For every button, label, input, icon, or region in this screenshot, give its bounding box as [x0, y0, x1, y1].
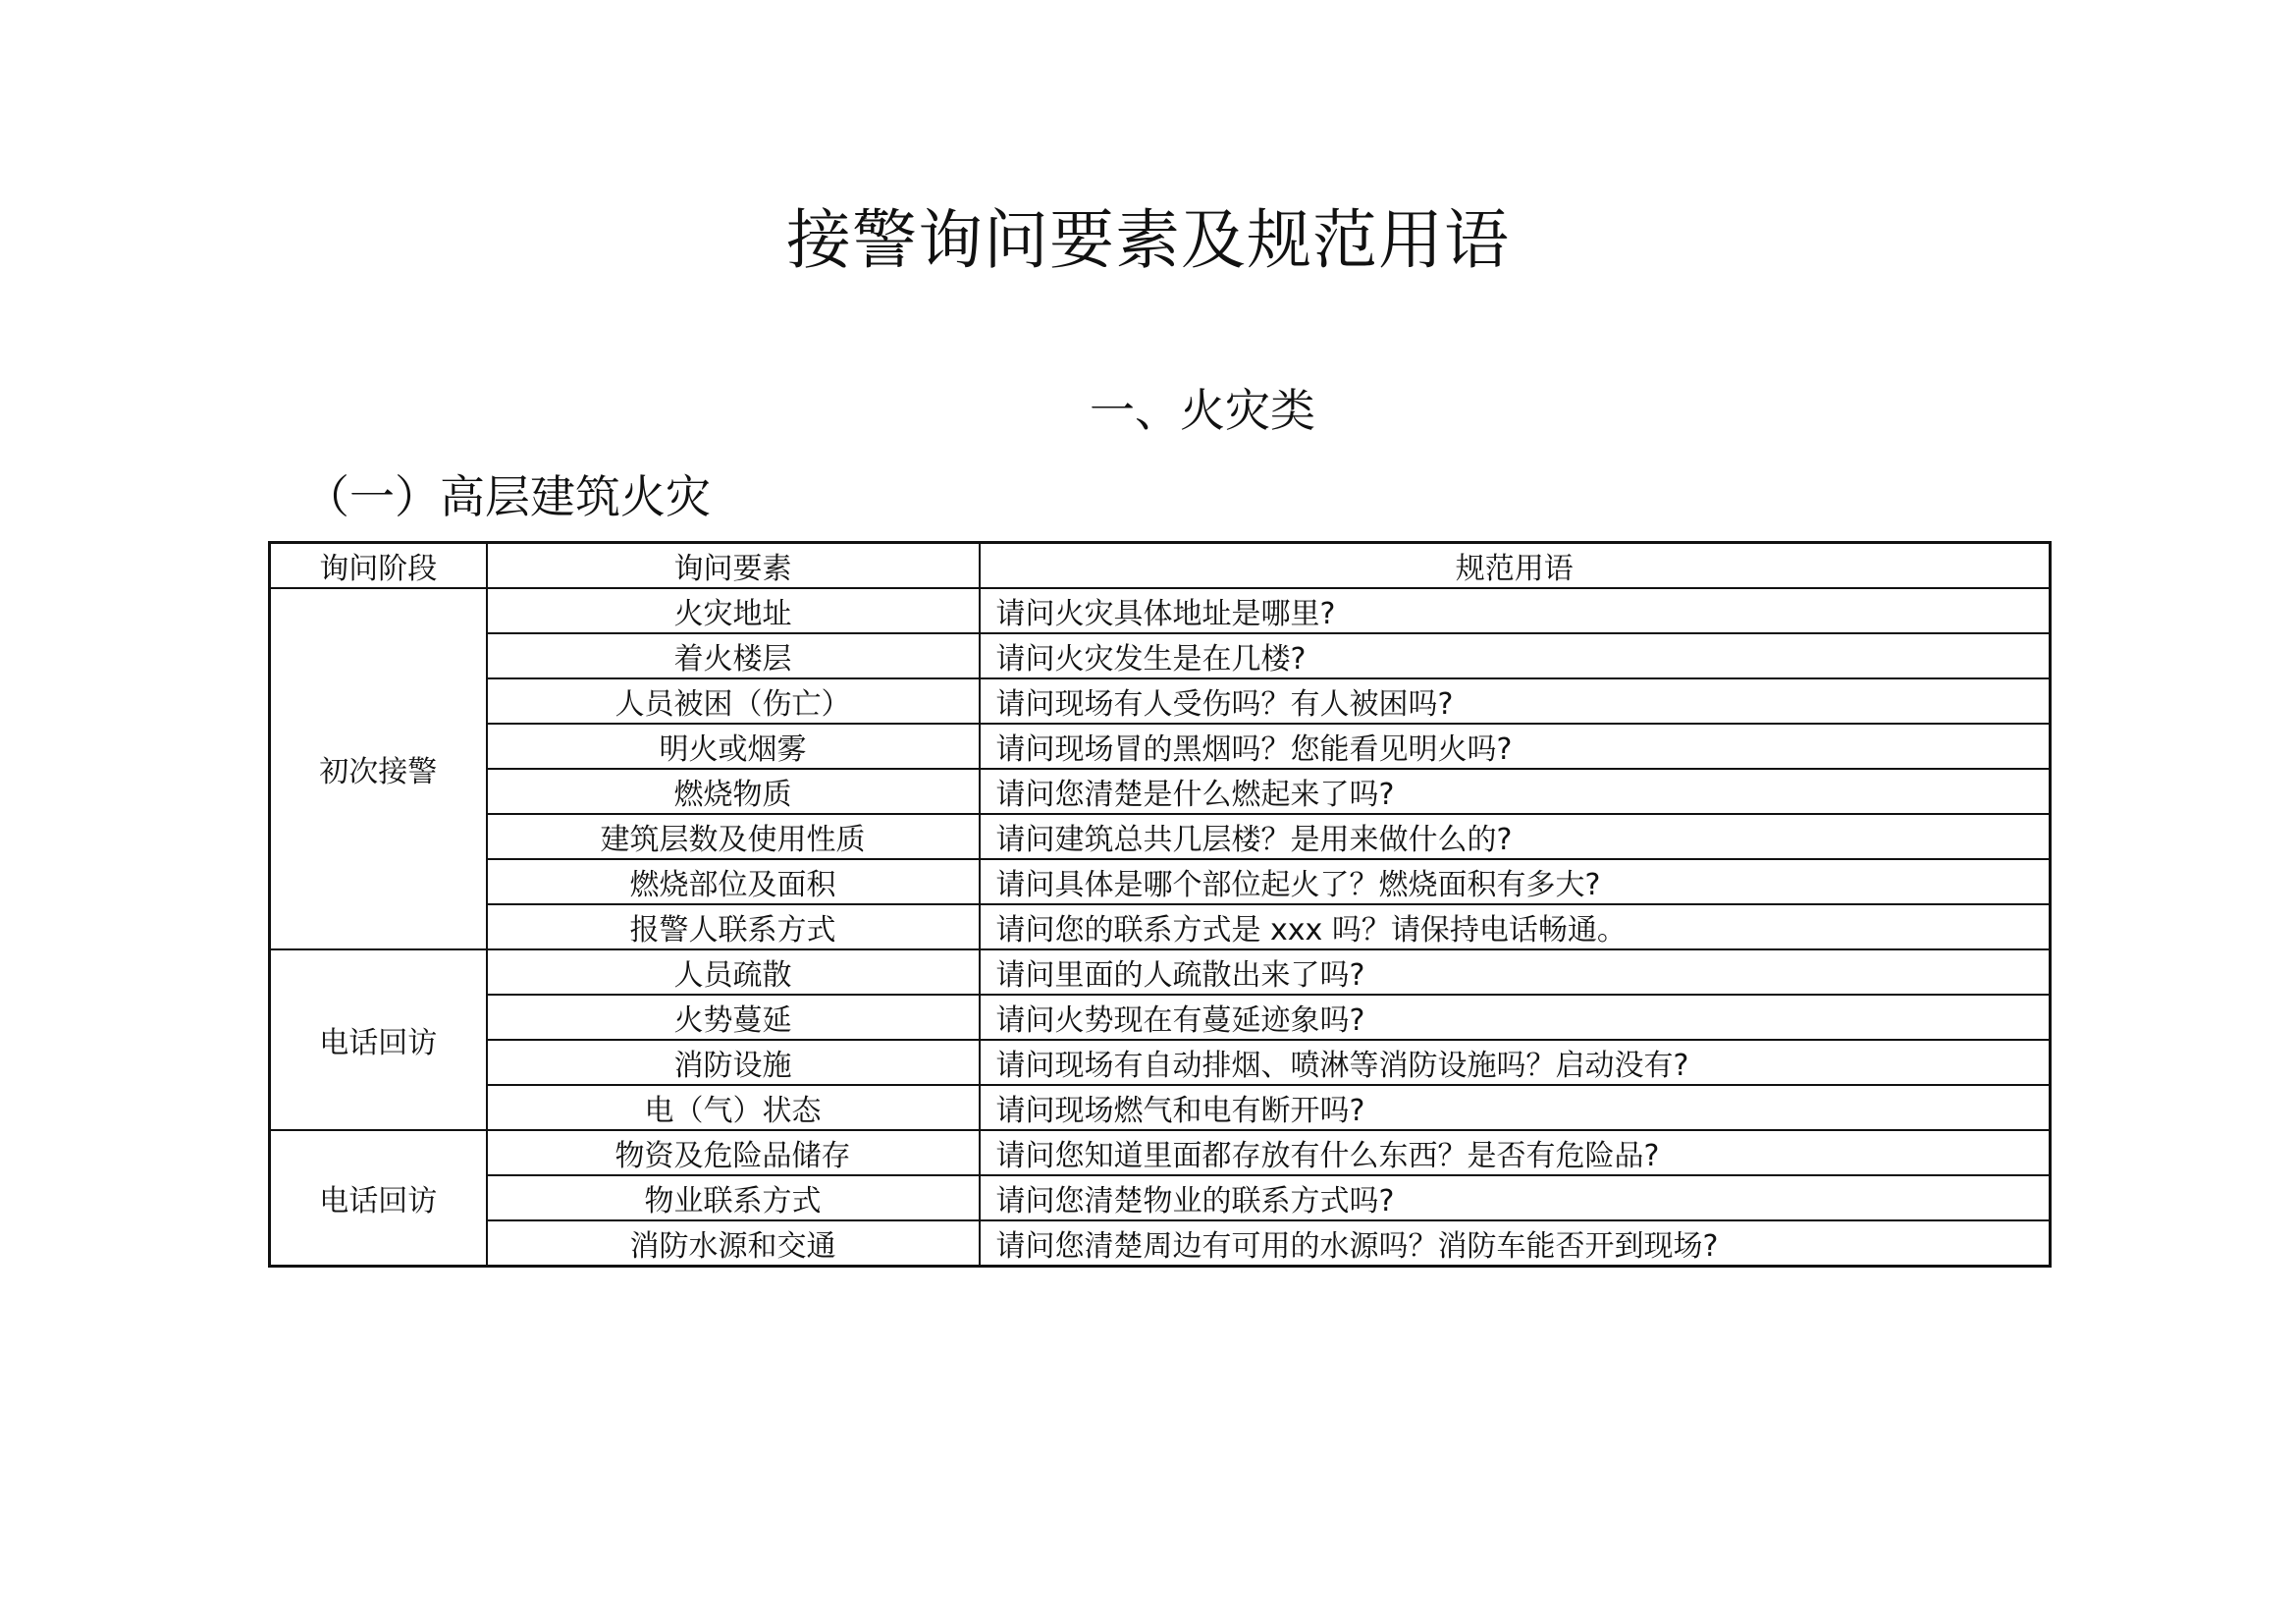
inquiry-table-container: [268, 541, 2049, 1268]
phrase-cell: 请问里面的人疏散出来了吗?: [980, 949, 2051, 995]
element-cell: 消防设施: [487, 1040, 980, 1085]
stage-cell: 电话回访: [270, 949, 487, 1130]
table-row: [270, 1130, 2051, 1175]
stage-cell: 电话回访: [270, 1130, 487, 1267]
subsection-title: （一）高层建筑火灾: [304, 470, 711, 523]
table-row: [270, 678, 2051, 724]
document-title: 接警询问要素及规范用语: [786, 202, 1510, 278]
header-phrase: 规范用语: [980, 543, 2051, 589]
phrase-cell: 请问火灾发生是在几楼?: [980, 633, 2051, 678]
element-cell: 物业联系方式: [487, 1175, 980, 1220]
phrase-cell: 请问现场有人受伤吗？有人被困吗?: [980, 678, 2051, 724]
element-cell: 着火楼层: [487, 633, 980, 678]
phrase-cell: 请问火势现在有蔓延迹象吗?: [980, 995, 2051, 1040]
phrase-cell: 请问现场燃气和电有断开吗?: [980, 1085, 2051, 1130]
table-row: [270, 1220, 2051, 1267]
phrase-cell: 请问建筑总共几层楼？是用来做什么的?: [980, 814, 2051, 859]
element-cell: 消防水源和交通: [487, 1220, 980, 1267]
element-cell: 火势蔓延: [487, 995, 980, 1040]
phrase-cell: 请问您清楚是什么燃起来了吗?: [980, 769, 2051, 814]
element-cell: 明火或烟雾: [487, 724, 980, 769]
table-row: [270, 1085, 2051, 1130]
header-stage: 询问阶段: [270, 543, 487, 589]
table-row: [270, 904, 2051, 949]
table-row: [270, 769, 2051, 814]
phrase-cell: 请问现场冒的黑烟吗？您能看见明火吗?: [980, 724, 2051, 769]
table-row: [270, 724, 2051, 769]
phrase-cell: 请问具体是哪个部位起火了？燃烧面积有多大?: [980, 859, 2051, 904]
table-row: [270, 588, 2051, 633]
table-row: [270, 949, 2051, 995]
table-row: [270, 1040, 2051, 1085]
phrase-cell: 请问您清楚周边有可用的水源吗？消防车能否开到现场?: [980, 1220, 2051, 1267]
phrase-cell: 请问您清楚物业的联系方式吗?: [980, 1175, 2051, 1220]
element-cell: 燃烧物质: [487, 769, 980, 814]
table-row: [270, 995, 2051, 1040]
stage-cell: 初次接警: [270, 588, 487, 949]
element-cell: 人员被困（伤亡）: [487, 678, 980, 724]
element-cell: 物资及危险品储存: [487, 1130, 980, 1175]
table-row: [270, 1175, 2051, 1220]
element-cell: 燃烧部位及面积: [487, 859, 980, 904]
element-cell: 人员疏散: [487, 949, 980, 995]
element-cell: 报警人联系方式: [487, 904, 980, 949]
inquiry-table: [268, 541, 2052, 1268]
phrase-cell: 请问现场有自动排烟、喷淋等消防设施吗？启动没有?: [980, 1040, 2051, 1085]
table-row: [270, 814, 2051, 859]
section-title: 一、火灾类: [1090, 384, 1315, 437]
phrase-cell: 请问火灾具体地址是哪里?: [980, 588, 2051, 633]
table-row: [270, 859, 2051, 904]
table-header-row: [270, 543, 2051, 589]
header-element: 询问要素: [487, 543, 980, 589]
table-body: [270, 588, 2051, 1267]
table-row: [270, 633, 2051, 678]
phrase-cell: 请问您的联系方式是 xxx 吗？请保持电话畅通。: [980, 904, 2051, 949]
element-cell: 火灾地址: [487, 588, 980, 633]
element-cell: 电（气）状态: [487, 1085, 980, 1130]
element-cell: 建筑层数及使用性质: [487, 814, 980, 859]
phrase-cell: 请问您知道里面都存放有什么东西？是否有危险品?: [980, 1130, 2051, 1175]
